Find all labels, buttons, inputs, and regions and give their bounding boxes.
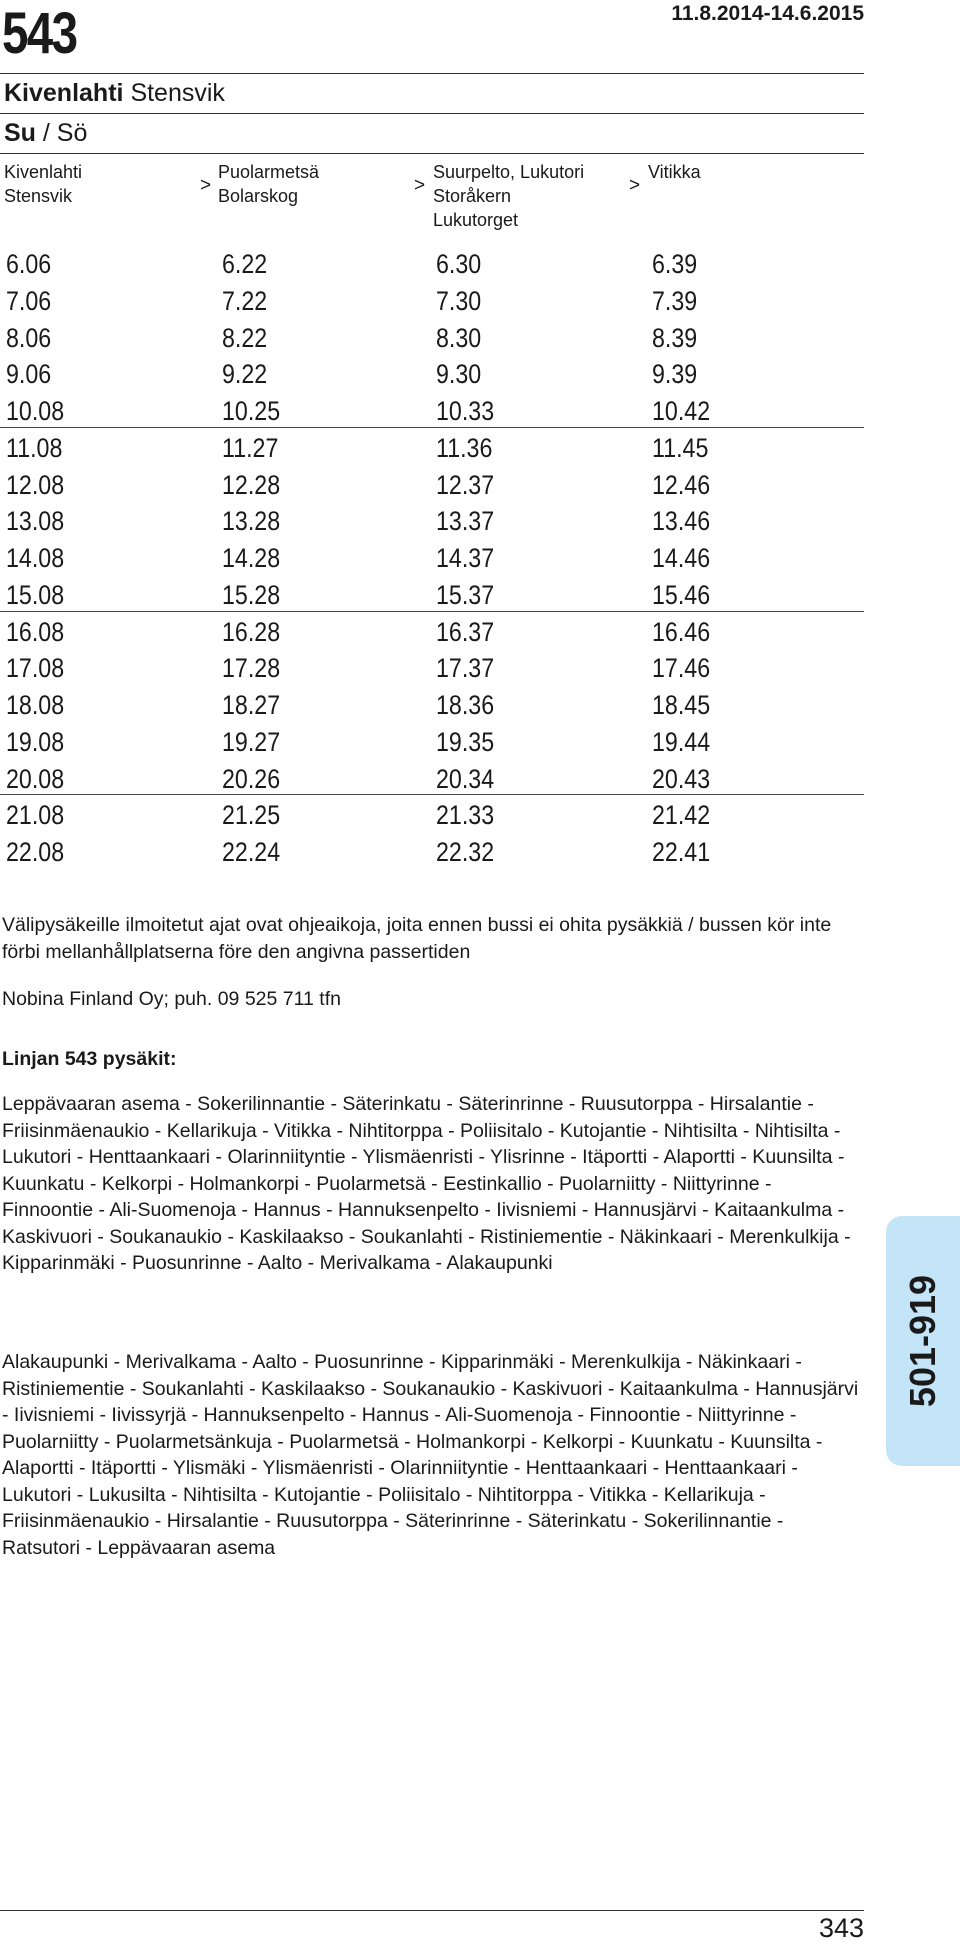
departure-time: 22.24	[222, 837, 281, 867]
timetable	[0, 246, 864, 871]
departure-time: 17.37	[436, 653, 495, 684]
arrow-icon: >	[414, 175, 426, 196]
stop-name: Kivenlahti	[4, 162, 83, 182]
departure-time: 7.22	[222, 285, 268, 316]
departure-time: 22.41	[652, 837, 711, 867]
departure-time: 22.32	[436, 837, 495, 867]
direction-heading	[4, 78, 225, 108]
departure-time: 14.37	[436, 543, 495, 573]
day-primary: Su	[4, 119, 36, 147]
stop-name-sv: Storåkern	[433, 186, 512, 206]
departure-time: 7.39	[652, 285, 698, 316]
departure-time: 15.37	[436, 579, 495, 610]
stop-header-2	[218, 160, 319, 208]
departure-time: 15.08	[6, 579, 65, 610]
departure-time: 7.30	[436, 285, 482, 316]
page-number: 343	[818, 1913, 864, 1943]
departure-time: 16.46	[652, 616, 711, 647]
stop-header-4	[648, 160, 701, 184]
departure-time: 8.30	[436, 322, 482, 353]
stops-heading: Linjan 543 pysäkit:	[2, 1048, 177, 1070]
table-row	[0, 356, 864, 393]
table-row	[0, 650, 864, 687]
table-row	[0, 797, 864, 834]
departure-time: 20.26	[222, 763, 281, 794]
table-row	[0, 577, 864, 614]
departure-time: 19.44	[652, 726, 711, 757]
departure-time: 20.43	[652, 763, 711, 794]
departure-time: 11.45	[652, 432, 709, 463]
departure-time: 8.39	[652, 322, 698, 353]
table-row	[0, 834, 864, 871]
departure-time: 9.39	[652, 359, 698, 390]
day-heading	[4, 118, 87, 148]
section-tab-label: 501-919	[902, 1274, 943, 1408]
departure-time: 11.08	[6, 432, 63, 463]
departure-time: 16.28	[222, 616, 281, 647]
divider	[0, 73, 864, 74]
departure-time: 10.25	[222, 396, 281, 426]
departure-time: 12.08	[6, 469, 65, 500]
departure-time: 21.33	[436, 800, 495, 831]
stop-name-sv: Stensvik	[4, 186, 73, 206]
table-row	[0, 540, 864, 577]
departure-time: 12.28	[222, 469, 281, 500]
departure-time: 10.08	[6, 396, 65, 426]
table-row	[0, 283, 864, 320]
departure-time: 21.25	[222, 800, 281, 831]
stops-outbound: Leppävaaran asema - Sokerilinnantie - Säterinkatu - Säterinrinne - Ruusutorppa - Hirsalantie - Friisinmäenaukio - Kellarikuja - Vitikka - Nihtitorppa - Poliisitalo - Kutojantie - Nihtisilta - Nihtisilta - Lukutori - Henttaankaari - Olarinniityntie - Ylismäenristi - Ylisrinne - Itäportti - Alaportti - Kuunsilta - Kuunkatu - Kelkorpi - Holmankorpi - Puolarmetsä - Eestinkallio - Puolarniitty - Niittyrinne - Finnoontie - Ali-Suomenoja - Hannus - Hannuksenpelto - Iivisniemi - Hannusjärvi - Kaitaankulma - Kaskivuori - Soukanaukio - Kaskilaakso - Soukanlahti - Ristiniementie - Näkinkaari - Merenkulkija - Kipparinmäki - Puosunrinne - Aalto - Merivalkama - Alakaupunki	[2, 1093, 851, 1274]
departure-time: 9.30	[436, 359, 482, 390]
departure-time: 18.27	[222, 690, 281, 720]
route-number: 543	[2, 1, 77, 66]
stop-header-3	[433, 160, 584, 232]
row-separator	[0, 794, 864, 795]
departure-time: 19.35	[436, 726, 495, 757]
table-row	[0, 724, 864, 761]
departure-time: 14.46	[652, 543, 711, 573]
stop-name: Suurpelto, Lukutori	[433, 162, 585, 182]
departure-time: 6.06	[6, 249, 52, 279]
section-tab	[886, 1216, 960, 1466]
departure-time: 6.39	[652, 249, 698, 279]
departure-time: 19.08	[6, 726, 65, 757]
departure-time: 17.08	[6, 653, 65, 684]
table-row	[0, 430, 864, 467]
departure-time: 11.27	[222, 432, 279, 463]
departure-time: 10.42	[652, 396, 711, 426]
arrow-icon: >	[629, 175, 641, 196]
departure-time: 15.46	[652, 579, 711, 610]
table-row	[0, 761, 864, 798]
divider	[0, 113, 864, 114]
table-row	[0, 503, 864, 540]
departure-time: 20.34	[436, 763, 495, 794]
timing-note: Välipysäkeille ilmoitetut ajat ovat ohjeaikoja, joita ennen bussi ei ohita pysäkkiä / bussen kör inte förbi mellanhållplatserna före den angivna passertiden	[2, 914, 832, 963]
departure-time: 9.22	[222, 359, 268, 390]
direction-secondary: Stensvik	[130, 79, 225, 107]
departure-time: 20.08	[6, 763, 65, 794]
row-separator	[0, 611, 864, 612]
departure-time: 10.33	[436, 396, 495, 426]
departure-time: 16.08	[6, 616, 65, 647]
departure-time: 12.46	[652, 469, 711, 500]
day-secondary: Sö	[56, 119, 88, 147]
stop-name: Vitikka	[648, 162, 701, 182]
departure-time: 14.08	[6, 543, 65, 573]
departure-time: 15.28	[222, 579, 281, 610]
departure-time: 16.37	[436, 616, 495, 647]
stop-name: Puolarmetsä	[218, 162, 320, 182]
stop-name-sv: Bolarskog	[218, 186, 299, 206]
departure-time: 18.45	[652, 690, 711, 720]
departure-time: 21.08	[6, 800, 65, 831]
table-row	[0, 246, 864, 283]
departure-time: 19.27	[222, 726, 281, 757]
stop-name-sv-2: Lukutorget	[433, 210, 519, 230]
departure-time: 13.28	[222, 506, 281, 537]
departure-time: 11.36	[436, 432, 493, 463]
row-separator	[0, 427, 864, 428]
departure-time: 7.06	[6, 285, 52, 316]
departure-time: 6.22	[222, 249, 268, 279]
footer-divider	[0, 1910, 864, 1911]
departure-time: 18.08	[6, 690, 65, 720]
table-row	[0, 320, 864, 357]
departure-time: 13.08	[6, 506, 65, 537]
table-row	[0, 687, 864, 724]
table-row	[0, 614, 864, 651]
operator-info: Nobina Finland Oy; puh. 09 525 711 tfn	[2, 988, 341, 1010]
stop-header-1	[4, 160, 82, 208]
direction-primary: Kivenlahti	[4, 79, 124, 107]
departure-time: 13.46	[652, 506, 711, 537]
departure-time: 18.36	[436, 690, 495, 720]
day-separator: /	[35, 119, 57, 147]
table-row	[0, 467, 864, 504]
divider	[0, 153, 864, 154]
departure-time: 6.30	[436, 249, 482, 279]
departure-time: 22.08	[6, 837, 65, 867]
validity-period: 11.8.2014-14.6.2015	[671, 2, 864, 25]
departure-time: 21.42	[652, 800, 711, 831]
departure-time: 17.28	[222, 653, 281, 684]
departure-time: 12.37	[436, 469, 495, 500]
departure-time: 8.22	[222, 322, 268, 353]
departure-time: 8.06	[6, 322, 52, 353]
table-row	[0, 393, 864, 430]
departure-time: 13.37	[436, 506, 495, 537]
departure-time: 17.46	[652, 653, 711, 684]
departure-time: 9.06	[6, 359, 52, 390]
arrow-icon: >	[200, 175, 212, 196]
stops-inbound: Alakaupunki - Merivalkama - Aalto - Puosunrinne - Kipparinmäki - Merenkulkija - Näkinkaari - Ristiniementie - Soukanlahti - Kaskilaakso - Soukanaukio - Kaskivuori - Kaitaankulma - Hannusjärvi - Iivisniemi - Iivissyrjä - Hannuksenpelto - Hannus - Ali-Suomenoja - Finnoontie - Niittyrinne - Puolarniitty - Puolarmetsänkuja - Puolarmetsä - Holmankorpi - Kelkorpi - Kuunkatu - Kuunsilta - Alaportti - Itäportti - Ylismäki - Ylismäenristi - Olarinniityntie - Henttaankaari - Henttaankaari - Lukutori - Lukusilta - Nihtisilta - Kutojantie - Poliisitalo - Nihtitorppa - Vitikka - Kellarikuja - Friisinmäenaukio - Hirsalantie - Ruusutorppa - Säterinrinne - Säterinkatu - Sokerilinnantie - Ratsutori - Leppävaaran asema	[2, 1351, 859, 1559]
departure-time: 14.28	[222, 543, 281, 573]
